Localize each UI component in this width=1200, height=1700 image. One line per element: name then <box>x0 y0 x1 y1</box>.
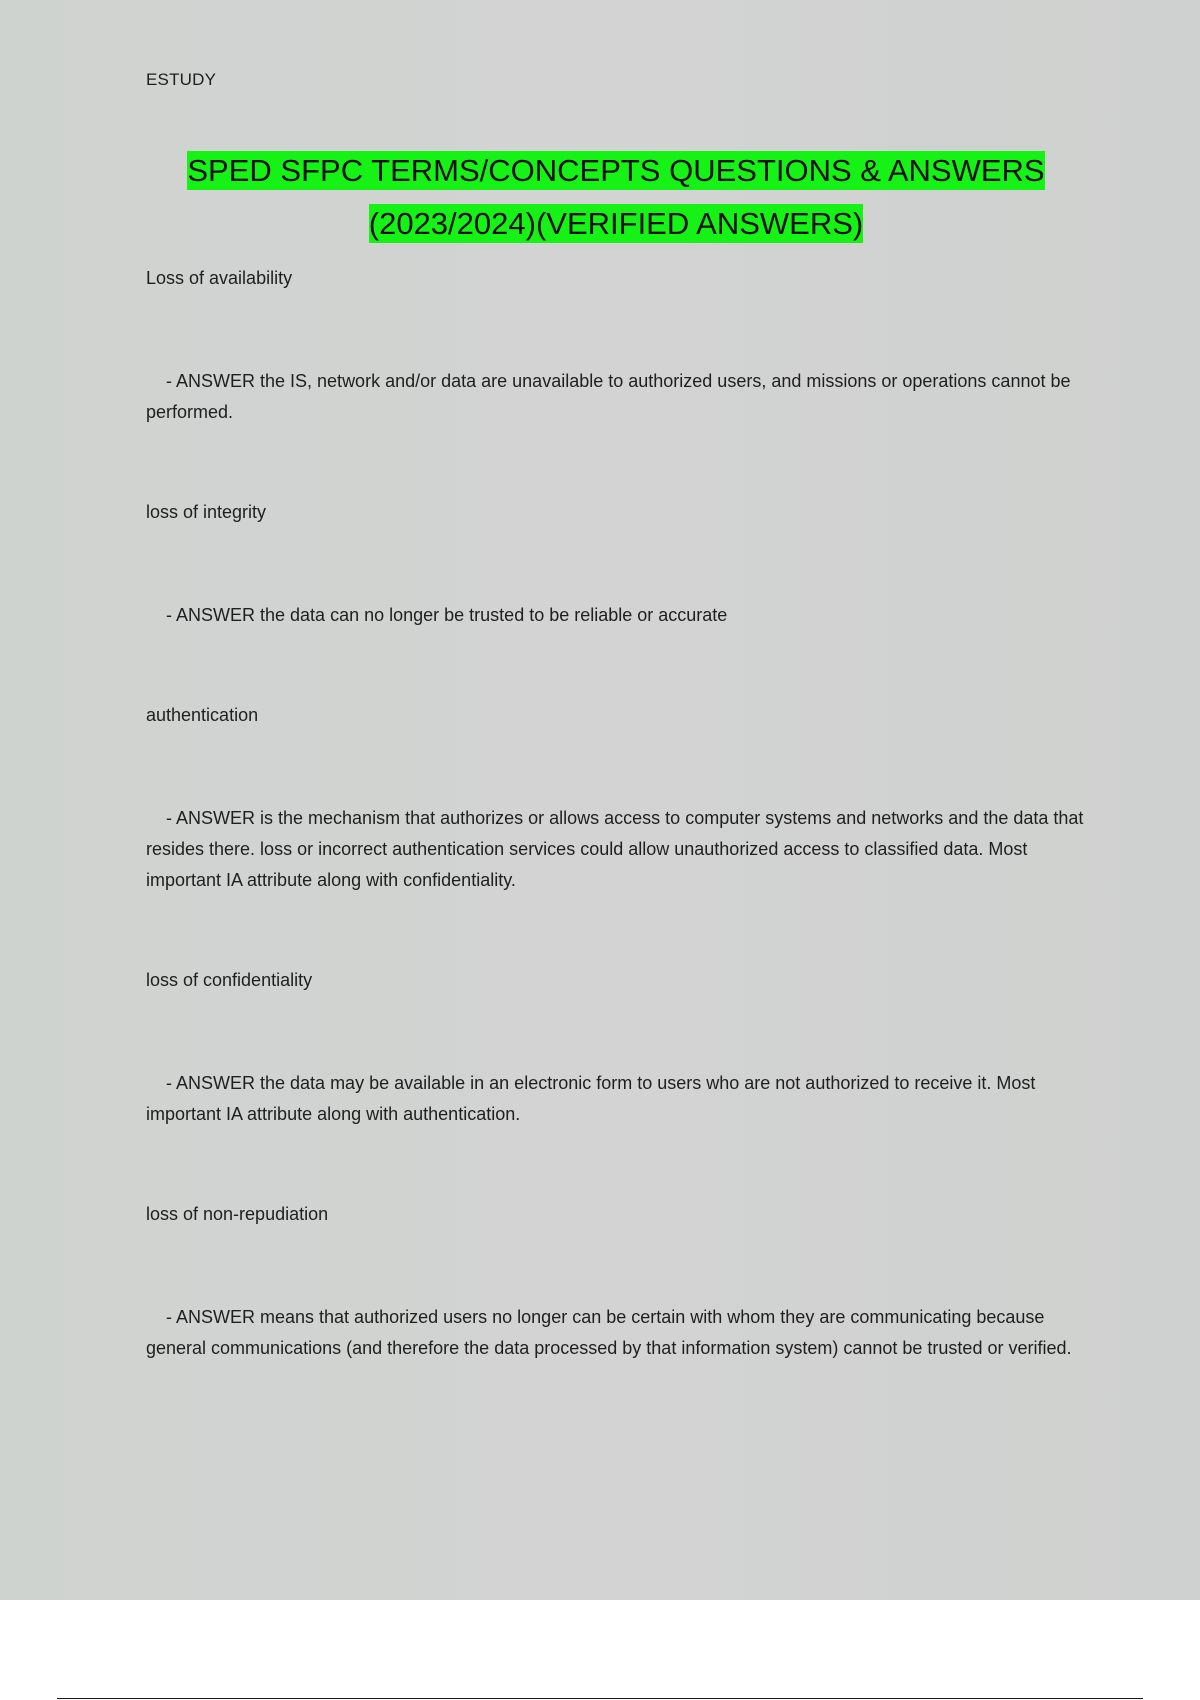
term: Loss of availability <box>146 268 293 288</box>
qa-item <box>146 263 1086 428</box>
answer <box>146 366 1086 428</box>
qa-item <box>146 1199 1086 1364</box>
answer <box>146 1302 1086 1364</box>
answer <box>146 1068 1086 1130</box>
footer-divider <box>57 1698 1143 1699</box>
document-content <box>146 70 1086 1433</box>
term: loss of confidentiality <box>146 970 313 990</box>
answer-text: - ANSWER the data may be available in an electronic form to users who are not authorized to receive it. Most important IA attribute along with authentication. <box>146 1073 1036 1124</box>
answer-text: - ANSWER the IS, network and/or data are unavailable to authorized users, and missions or operations cannot be performed. <box>146 371 1071 422</box>
term: loss of integrity <box>146 502 267 522</box>
answer-text: - ANSWER means that authorized users no longer can be certain with whom they are communicating because general communications (and therefore the data processed by that information system) cannot be trusted or verified. <box>146 1307 1072 1358</box>
term: authentication <box>146 705 259 725</box>
answer-text: - ANSWER is the mechanism that authorizes or allows access to computer systems and networks and the data that resides there. loss or incorrect authentication services could allow unauthorized access to classified data. Most important IA attribute along with confidentiality. <box>146 808 1084 890</box>
title-line-1: SPED SFPC TERMS/CONCEPTS QUESTIONS & ANSWERS <box>187 153 1045 188</box>
document-title <box>146 144 1086 250</box>
qa-item <box>146 965 1086 1130</box>
qa-list <box>146 263 1086 1364</box>
title-line-2: (2023/2024)(VERIFIED ANSWERS) <box>368 206 864 241</box>
qa-item <box>146 700 1086 896</box>
term: loss of non-repudiation <box>146 1204 329 1224</box>
answer <box>146 600 1086 631</box>
answer-text: - ANSWER the data can no longer be trusted to be reliable or accurate <box>166 605 728 625</box>
header-label: ESTUDY <box>146 70 217 89</box>
qa-item <box>146 497 1086 631</box>
answer <box>146 803 1086 896</box>
